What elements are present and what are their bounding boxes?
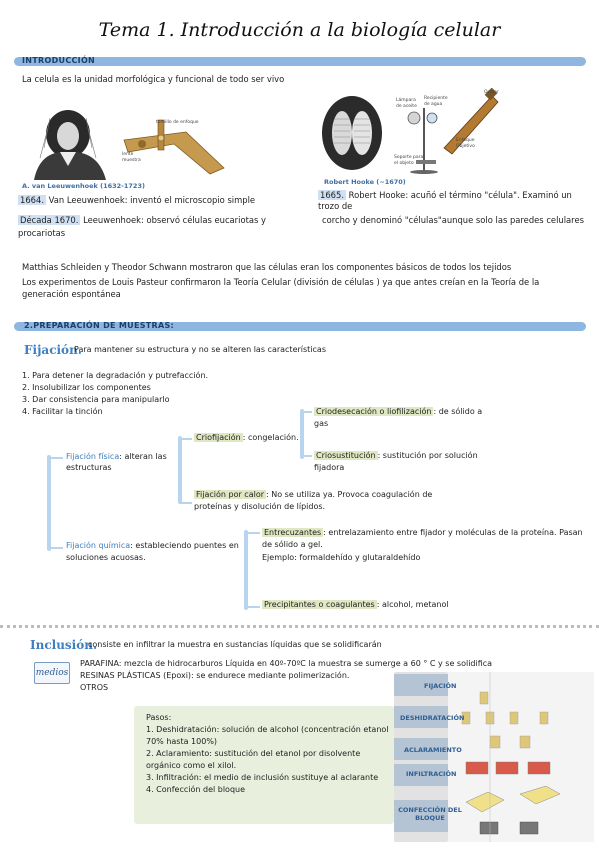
fact-1670-text: Leeuwenhoek: observó células eucariotas y procariotas	[18, 215, 266, 239]
inclusion-heading: Inclusión.	[30, 638, 98, 652]
section-divider	[0, 625, 599, 628]
node-fijacion-fisica-term: Fijación física	[66, 452, 120, 461]
leeuwenhoek-caption: A. van Leeuwenhoek (1632-1723)	[22, 182, 145, 190]
node-precipitantes	[262, 600, 449, 611]
node-criofijacion	[194, 433, 299, 444]
fact-1665	[318, 190, 590, 213]
fijacion-goal-3: 3. Dar consistencia para manipularlo	[22, 395, 170, 404]
fact-1665-year: 1665.	[320, 190, 344, 200]
tree-branch-precip	[246, 606, 260, 608]
fijacion-goal-2: 2. Insolubilizar los componentes	[22, 383, 151, 392]
node-fijacion-calor	[194, 489, 434, 513]
tree-branch-criodes	[302, 411, 312, 413]
fact-1665-text: Robert Hooke: acuñó el término "célula". Examinó un trozo de	[318, 190, 572, 212]
fijacion-goal-1: 1. Para detener la degradación y putrefacción.	[22, 371, 209, 380]
node-fijacion-quimica-term: Fijación química	[66, 541, 131, 550]
node-entrecuzantes-example: Ejemplo: formaldehído y glutaraldehído	[262, 553, 421, 562]
paso-1: 1. Deshidratación: solución de alcohol (concentración etanol 70% hasta 100%)	[146, 725, 389, 746]
hooke-label-ocular: Ocular	[484, 90, 499, 95]
cell-definition: La celula es la unidad morfológica y funcional de todo ser vivo	[22, 74, 285, 84]
tree-branch-criosus	[302, 455, 312, 457]
paso-3: 3. Infiltración: el medio de inclusión sustituye al aclarante	[146, 773, 379, 782]
schleiden-schwann-text: Matthias Schleiden y Theodor Schwann mostraron que las células eran los componentes básicos de todos los tejidos	[22, 262, 512, 272]
paso-4: 4. Confección del bloque	[146, 785, 246, 794]
node-fijacion-calor-term: Fijación por calor	[196, 490, 265, 499]
tree-branch-fisica	[49, 457, 63, 459]
node-criodesecacion	[314, 406, 486, 430]
pasos-list	[146, 712, 390, 796]
hooke-label-recipiente: Recipiente de agua	[424, 96, 448, 108]
tree-branch-crio	[180, 438, 192, 440]
microscope-label-muestra: muestra	[122, 158, 141, 163]
fact-1670	[18, 214, 288, 241]
section-label-preparation: 2.PREPARACIÓN DE MUESTRAS:	[24, 321, 175, 330]
hooke-label-soporte: Soporte para el objeto	[394, 155, 424, 167]
diagram-label-confeccion: CONFECCIÓN DEL BLOQUE	[398, 806, 462, 823]
tree-branch-quimica	[49, 547, 63, 549]
diagram-label-infiltracion: INFILTRACIÓN	[406, 770, 457, 778]
section-bar-intro	[14, 57, 586, 66]
fact-1670-year: Década 1670.	[20, 215, 79, 225]
microscope-label-tornillo: tornillo de enfoque	[156, 120, 199, 125]
node-criofijacion-text: : congelación.	[242, 433, 299, 442]
hooke-label-objetivo: Objetivo	[456, 144, 475, 149]
inclusion-resinas: RESINAS PLÁSTICAS (Epoxi): se endurece mediante polimerización.	[80, 671, 350, 680]
node-criodesecacion-text: : de sólido a gas	[314, 407, 483, 428]
tree-bracket-main	[47, 455, 51, 551]
medios-tag: medios	[34, 662, 70, 684]
tree-branch-entre	[246, 532, 260, 534]
node-criosustitucion	[314, 450, 490, 474]
fijacion-goal-4: 4. Facilitar la tinción	[22, 407, 103, 416]
section-label-intro: INTRODUCCIÓN	[22, 56, 96, 65]
page-title: Tema 1. Introducción a la biología celular	[98, 19, 501, 41]
node-criosustitucion-text: : sustitución por solución fijadora	[314, 451, 478, 472]
node-entrecuzantes-text: : entrelazamiento entre fijador y moléculas de la proteína. Pasan de sólido a gel.	[262, 528, 583, 549]
node-entrecuzantes	[262, 527, 592, 551]
inclusion-otros: OTROS	[80, 683, 109, 692]
node-criofijacion-term: Criofijación	[196, 433, 241, 442]
node-fijacion-quimica	[66, 540, 246, 564]
diagram-label-deshidratacion: DESHIDRATACIÓN	[400, 714, 465, 722]
diagram-label-fijacion: FIJACIÓN	[424, 682, 457, 690]
diagram-label-aclaramiento: ACLARAMIENTO	[404, 746, 462, 754]
fact-1664-text: Van Leeuwenhoek: inventó el microscopio simple	[45, 195, 256, 205]
paso-2: 2. Aclaramiento: sustitución del etanol por disolvente orgánico como el xilol.	[146, 749, 361, 770]
tree-bracket-crio	[300, 409, 304, 459]
pasteur-text: Los experimentos de Louis Pasteur confirmaron la Teoría Celular (división de células ) ya que antes creían en la Teoría de la generación espontánea	[22, 277, 540, 300]
node-fijacion-quimica-text: : estableciendo puentes en soluciones acuosas.	[66, 541, 239, 562]
node-fijacion-fisica	[66, 452, 178, 474]
fact-1664	[18, 195, 288, 206]
node-fijacion-fisica-text: : alteran las estructuras	[66, 452, 167, 472]
leeuwenhoek-portrait	[20, 108, 116, 180]
pasos-title: Pasos:	[146, 713, 172, 722]
tree-branch-calor	[180, 502, 192, 504]
inclusion-subtitle: consiste en infiltrar la muestra en sustancias líquidas que se solidificarán	[88, 640, 382, 649]
fijacion-goals	[22, 370, 208, 418]
node-criodesecacion-term: Criodesecación o liofilización	[316, 407, 432, 416]
node-precipitantes-term: Precipitantes o coagulantes	[264, 600, 375, 609]
node-fijacion-calor-text: : No se utiliza ya. Provoca coagulación de proteínas y disolución de lípidos.	[194, 490, 433, 511]
fact-1665-continued: corcho y denominó "células"aunque solo las paredes celulares	[322, 215, 584, 225]
hooke-caption: Robert Hooke (~1670)	[324, 178, 406, 186]
node-entrecuzantes-term: Entrecuzantes	[264, 528, 322, 537]
inclusion-parafina: PARAFINA: mezcla de hidrocarburos Líquida en 40º-70ºC la muestra se sumerge a 60 ° C y se solidifica	[80, 659, 493, 668]
node-precipitantes-text: : alcohol, metanol	[376, 600, 449, 609]
fact-1664-year: 1664.	[20, 195, 44, 205]
fijacion-heading: Fijación.	[24, 343, 82, 357]
hooke-cork-drawing	[320, 93, 384, 173]
hooke-label-enfoque: Enfoque	[456, 138, 475, 143]
microscope-label-lente: lente	[122, 152, 134, 157]
tree-bracket-fisica	[178, 436, 182, 504]
fijacion-subtitle: Para mantener su estructura y no se alteren las características	[74, 345, 326, 354]
node-criosustitucion-term: Criosustitución	[316, 451, 376, 460]
hooke-label-lampara: Lámpara de aceite	[396, 98, 417, 110]
